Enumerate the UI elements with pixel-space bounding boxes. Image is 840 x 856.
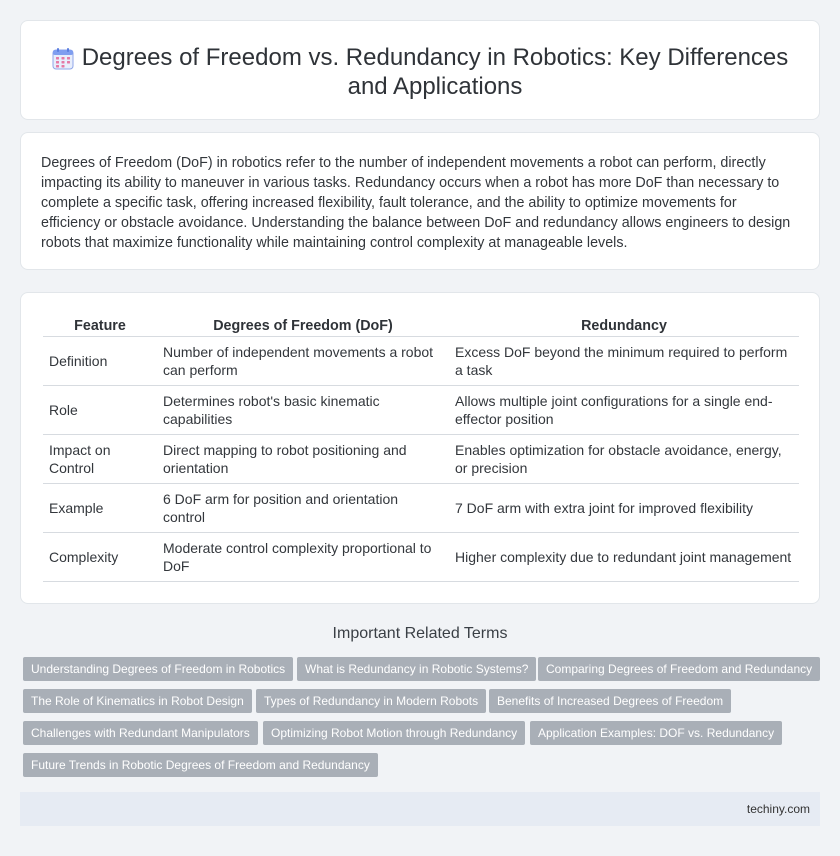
row-dof: 6 DoF arm for position and orientation control — [157, 484, 449, 533]
header-card — [20, 20, 820, 120]
comparison-table — [43, 315, 799, 582]
intro-paragraph: Degrees of Freedom (DoF) in robotics refer to the number of independent movements a robot can perform, directly impacting its ability to maneuver in various tasks. Redundancy occurs when a robot has more DoF than necessary to complete a specific task, offering increased flexibility, fault tolerance, and the ability to optimize movements for efficiency or obstacle avoidance. Understanding the balance between DoF and redundancy allows engineers to design robots that maximize functionality while maintaining control complexity at manageable levels. — [41, 155, 791, 251]
row-feature: Role — [43, 386, 157, 435]
row-feature: Example — [43, 484, 157, 533]
row-feature: Complexity — [43, 533, 157, 582]
row-redundancy: Allows multiple joint configurations for a single end-effector position — [449, 386, 799, 435]
row-redundancy: Enables optimization for obstacle avoidance, energy, or precision — [449, 435, 799, 484]
related-term-link[interactable]: Comparing Degrees of Freedom and Redundancy — [538, 657, 820, 681]
related-terms-title: Important Related Terms — [332, 625, 508, 642]
row-dof: Number of independent movements a robot can perform — [157, 337, 449, 386]
header-dof: Degrees of Freedom (DoF) — [157, 315, 449, 337]
row-redundancy: 7 DoF arm with extra joint for improved flexibility — [449, 484, 799, 533]
related-term-link[interactable]: Benefits of Increased Degrees of Freedom — [489, 689, 731, 713]
related-term-link[interactable]: Challenges with Redundant Manipulators — [23, 721, 258, 745]
row-redundancy: Excess DoF beyond the minimum required to perform a task — [449, 337, 799, 386]
comparison-table-card — [20, 292, 820, 604]
table-row — [43, 533, 799, 582]
table-row — [43, 337, 799, 386]
row-feature: Impact on Control — [43, 435, 157, 484]
header-feature: Feature — [43, 315, 157, 337]
row-feature: Definition — [43, 337, 157, 386]
related-term-link[interactable]: Understanding Degrees of Freedom in Robotics — [23, 657, 293, 681]
table-row — [43, 484, 799, 533]
row-redundancy: Higher complexity due to redundant joint management — [449, 533, 799, 582]
intro-card — [20, 132, 820, 270]
related-term-link[interactable]: Optimizing Robot Motion through Redundancy — [263, 721, 525, 745]
related-term-link[interactable]: Future Trends in Robotic Degrees of Freedom and Redundancy — [23, 753, 378, 777]
page-title: Degrees of Freedom vs. Redundancy in Robotics: Key Differences and Applications — [81, 44, 789, 100]
row-dof: Moderate control complexity proportional to DoF — [157, 533, 449, 582]
related-term-link[interactable]: Application Examples: DOF vs. Redundancy — [530, 721, 782, 745]
related-term-link[interactable]: The Role of Kinematics in Robot Design — [23, 689, 252, 713]
related-term-link[interactable]: What is Redundancy in Robotic Systems? — [297, 657, 536, 681]
footer-site[interactable]: techiny.com — [746, 802, 810, 816]
row-dof: Direct mapping to robot positioning and orientation — [157, 435, 449, 484]
table-header-row — [43, 315, 799, 337]
header-redundancy: Redundancy — [449, 315, 799, 337]
table-row — [43, 435, 799, 484]
row-dof: Determines robot's basic kinematic capabilities — [157, 386, 449, 435]
table-row — [43, 386, 799, 435]
footer — [20, 792, 820, 826]
related-term-link[interactable]: Types of Redundancy in Modern Robots — [256, 689, 486, 713]
